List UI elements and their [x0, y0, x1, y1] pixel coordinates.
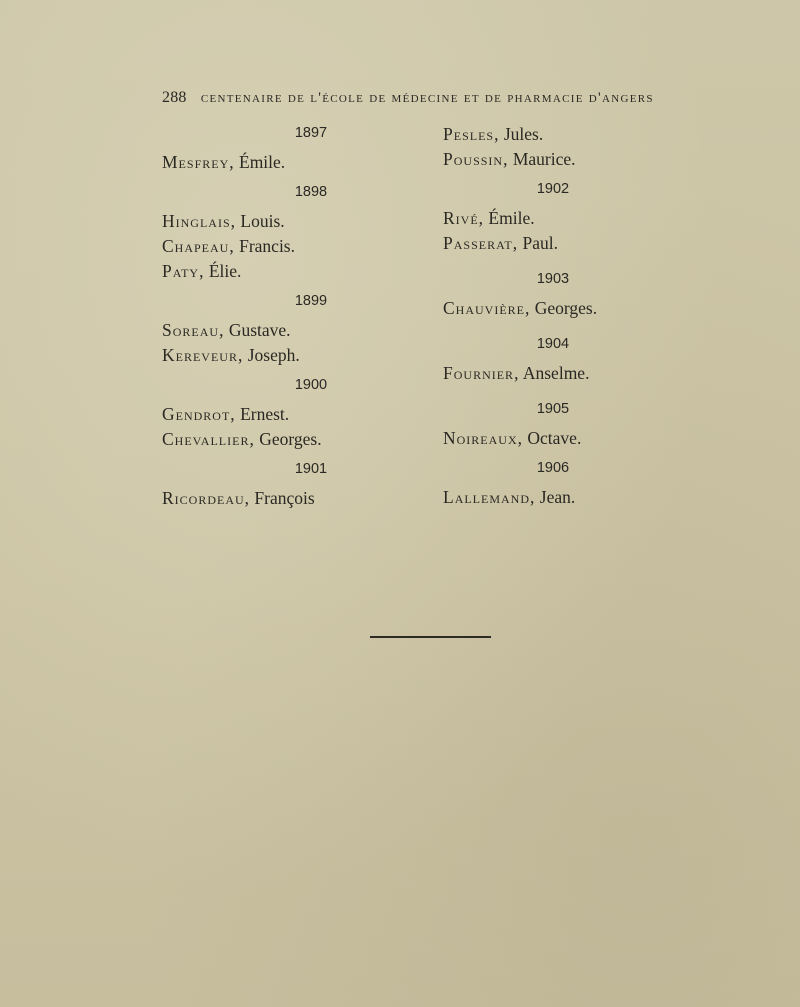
- list-item: [162, 486, 392, 511]
- section-end-rule: [370, 636, 491, 638]
- year-heading: 1900: [294, 377, 328, 393]
- given-name: Anselme.: [519, 363, 590, 383]
- year-heading: 1901: [294, 461, 328, 477]
- list-item: [443, 361, 683, 386]
- given-name: Ernest.: [235, 404, 290, 424]
- surname: Hinglais,: [162, 211, 237, 231]
- year-heading: 1902: [536, 181, 570, 197]
- given-name: François: [250, 488, 315, 508]
- list-item: [443, 122, 683, 147]
- surname: Ricordeau,: [162, 488, 251, 508]
- year-heading: 1904: [536, 336, 570, 352]
- left-column: [162, 122, 392, 511]
- given-name: Georges.: [530, 298, 598, 318]
- given-name: Jean.: [535, 487, 576, 507]
- list-item: [162, 234, 392, 259]
- given-name: Élie.: [204, 261, 242, 281]
- given-name: Louis.: [236, 211, 285, 231]
- surname: Passerat,: [443, 233, 519, 253]
- surname: Mesfrey,: [162, 152, 235, 172]
- given-name: Maurice.: [508, 149, 576, 169]
- list-item: [162, 427, 392, 452]
- given-name: Paul.: [518, 233, 558, 253]
- surname: Fournier,: [443, 363, 520, 383]
- list-item: [443, 426, 683, 451]
- given-name: Jules.: [499, 124, 544, 144]
- list-item: [162, 318, 392, 343]
- given-name: Gustave.: [224, 320, 291, 340]
- year-heading: 1903: [536, 271, 570, 287]
- list-item: [443, 231, 683, 256]
- surname: Soreau,: [162, 320, 225, 340]
- surname: Lallemand,: [443, 487, 536, 507]
- given-name: Émile.: [484, 208, 535, 228]
- surname: Chauvière,: [443, 298, 531, 318]
- page-number: 288: [162, 89, 187, 106]
- given-name: Joseph.: [243, 345, 300, 365]
- list-item: [443, 296, 683, 321]
- list-item: [162, 150, 392, 175]
- list-item: [162, 209, 392, 234]
- list-item: [162, 402, 392, 427]
- surname: Noireaux,: [443, 428, 524, 448]
- given-name: Francis.: [234, 236, 295, 256]
- running-title: centenaire de l'école de médecine et de pharmacie d'angers: [200, 90, 654, 106]
- surname: Chapeau,: [162, 236, 235, 256]
- given-name: Émile.: [234, 152, 286, 172]
- given-name: Octave.: [523, 428, 582, 448]
- surname: Paty,: [162, 261, 205, 281]
- surname: Kereveur,: [162, 345, 244, 365]
- list-item: [443, 147, 683, 172]
- list-item: [443, 485, 683, 510]
- surname: Rivé,: [443, 208, 485, 228]
- year-heading: 1899: [294, 293, 328, 309]
- surname: Chevallier,: [162, 429, 255, 449]
- year-heading: 1898: [294, 184, 328, 200]
- right-column: [443, 122, 683, 510]
- surname: Gendrot,: [162, 404, 236, 424]
- list-item: [162, 343, 392, 368]
- year-heading: 1897: [294, 125, 328, 141]
- list-item: [443, 206, 683, 231]
- list-item: [162, 259, 392, 284]
- page-header: [162, 89, 672, 107]
- year-heading: 1906: [536, 460, 570, 476]
- year-heading: 1905: [536, 401, 570, 417]
- given-name: Georges.: [254, 429, 322, 449]
- surname: Pesles,: [443, 124, 500, 144]
- surname: Poussin,: [443, 149, 509, 169]
